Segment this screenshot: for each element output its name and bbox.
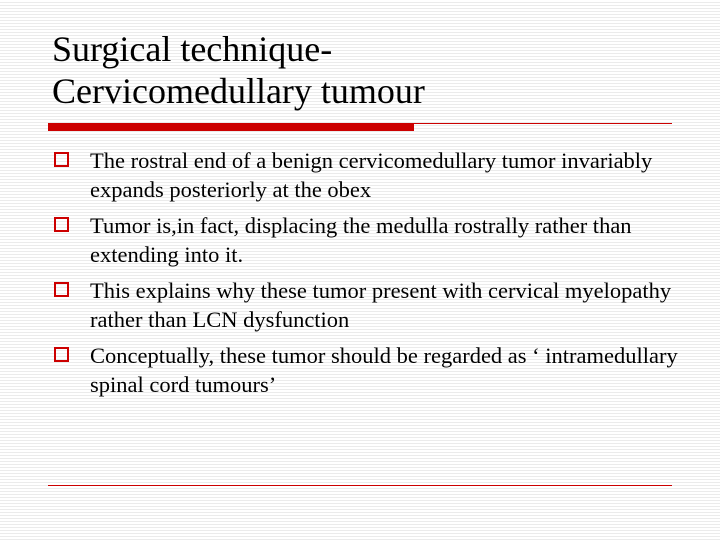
title-underline-thin [414,123,672,124]
slide-title [52,28,672,112]
footer-rule [48,485,672,486]
bullet-item [52,146,682,204]
bullet-list [52,146,682,406]
hollow-square-icon [54,217,69,232]
bullet-text: The rostral end of a benign cervicomedullary tumor invariably expands posteriorly at the obex [90,148,653,202]
hollow-square-icon [54,347,69,362]
slide-title-line-2: Cervicomedullary tumour [52,71,425,111]
bullet-item [52,341,682,399]
hollow-square-icon [54,152,69,167]
slide-title-line-1: Surgical technique- [52,29,333,69]
hollow-square-icon [54,282,69,297]
title-underline-thick [48,123,414,131]
bullet-text: This explains why these tumor present with cervical myelopathy rather than LCN dysfunction [90,278,672,332]
bullet-item [52,276,682,334]
bullet-text: Conceptually, these tumor should be regarded as ‘ intramedullary spinal cord tumours’ [90,343,678,397]
bullet-item [52,211,682,269]
bullet-text: Tumor is,in fact, displacing the medulla rostrally rather than extending into it. [90,213,632,267]
